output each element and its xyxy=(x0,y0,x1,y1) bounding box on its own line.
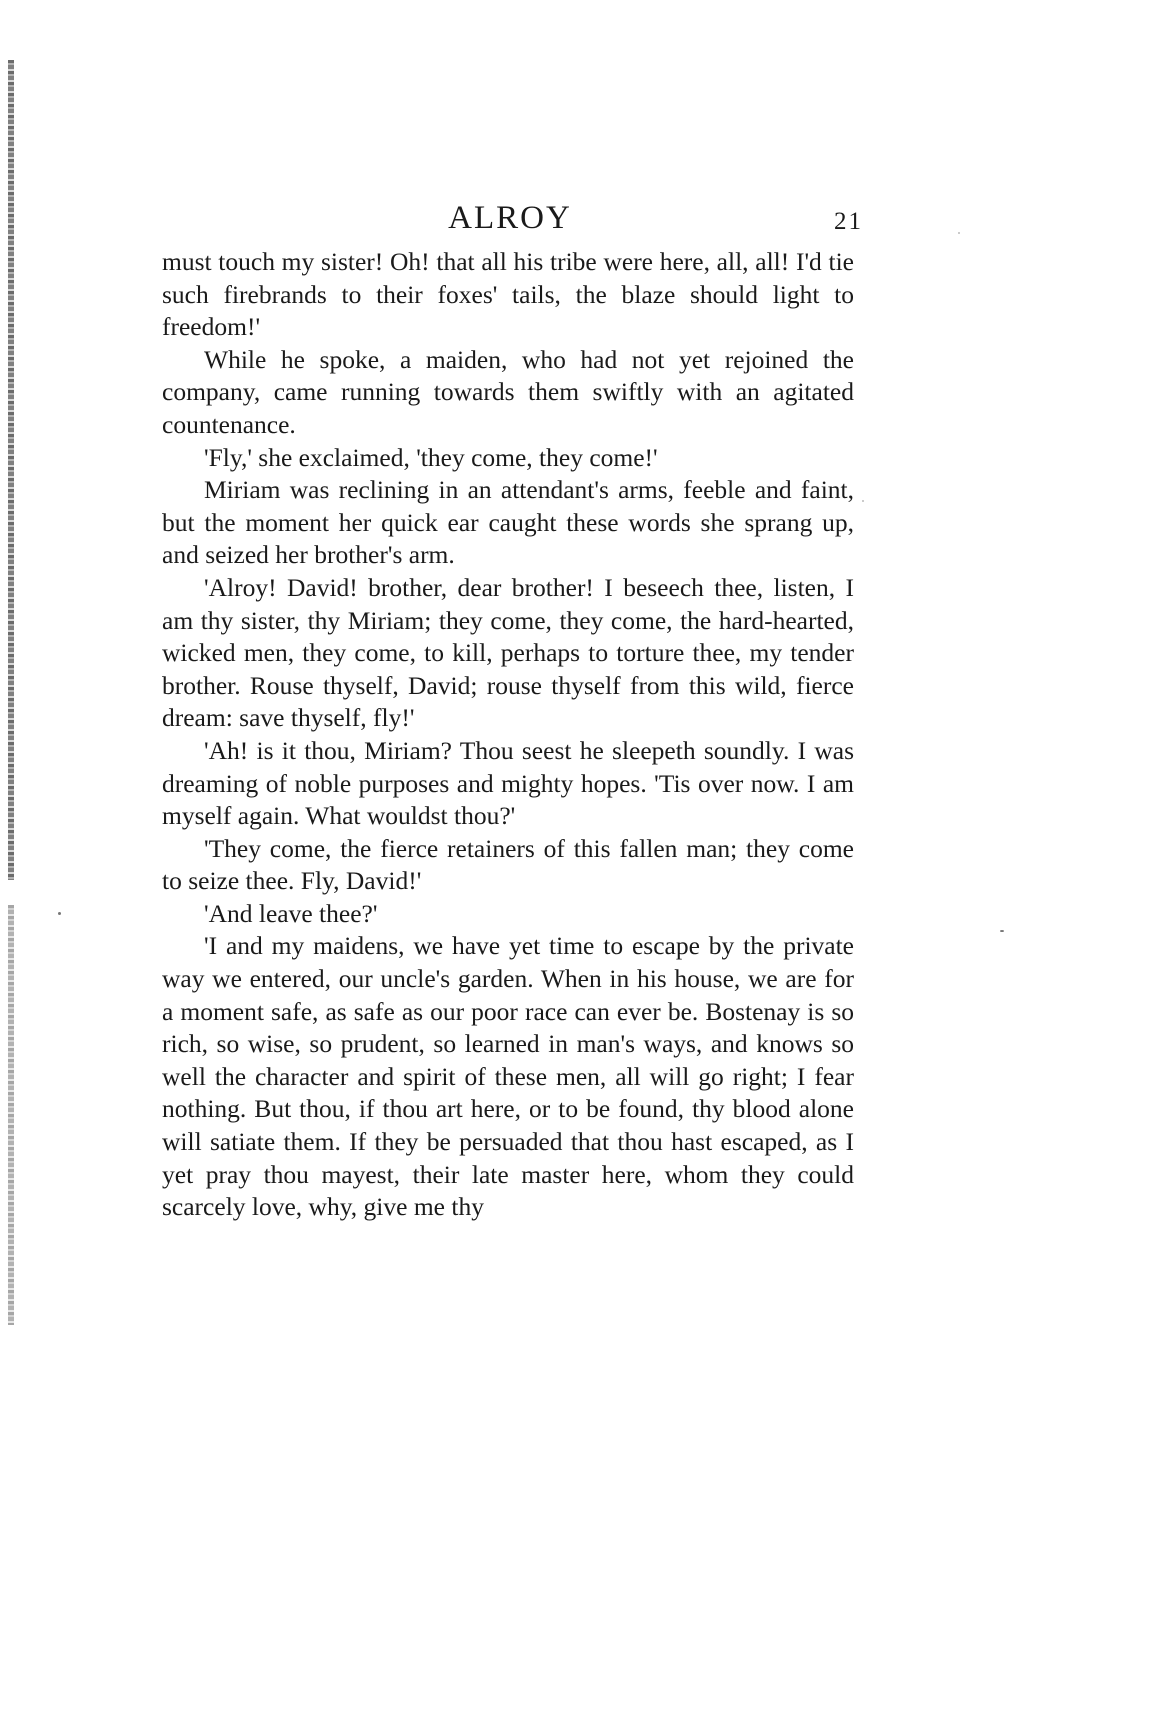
running-head xyxy=(160,200,863,240)
binding-edge-shadow-lower xyxy=(8,905,14,1325)
paragraph: 'Fly,' she exclaimed, 'they come, they come!' xyxy=(204,442,658,472)
paper-speck xyxy=(1000,930,1004,932)
paragraph: 'They come, the fierce retainers of this fallen man; they come to seize thee. Fly, David!' xyxy=(162,833,854,896)
paper-speck xyxy=(58,912,61,915)
body-text xyxy=(162,246,854,1224)
page-number: 21 xyxy=(834,208,863,235)
paragraph: 'Ah! is it thou, Miriam? Thou seest he sleepeth soundly. I was dreaming of noble purposes and mighty hopes. 'Tis over now. I am myself again. What wouldst thou?' xyxy=(162,735,854,831)
paragraph: 'I and my maidens, we have yet time to escape by the private way we entered, our uncle's garden. When in his house, we are for a moment safe, as safe as our poor race can ever be. Bostenay is so rich, so wise, so prudent, so learned in man's ways, and knows so well the character and spirit of these men, all will go right; I fear nothing. But thou, if thou art here, or to be found, thy blood alone will satiate them. If they be persuaded that thou hast escaped, as I yet pray thou mayest, their late master here, whom they could scarcely love, why, give me thy xyxy=(162,931,854,1222)
paper-speck xyxy=(958,232,960,234)
paragraph: 'And leave thee?' xyxy=(204,898,378,928)
paragraph: 'Alroy! David! brother, dear brother! I beseech thee, listen, I am thy sister, thy Miriam; they come, they come, the hard-hearted, wicked men, they come, to kill, perhaps to torture thee, my tender brother. Rouse thyself, David; rouse thyself from this wild, fierce dream: save thyself, fly!' xyxy=(162,572,854,733)
paper-speck xyxy=(862,500,864,502)
paragraph: must touch my sister! Oh! that all his tribe were here, all, all! I'd tie such firebrands to their foxes' tails, the blaze should light to freedom!' xyxy=(162,247,854,342)
paragraph: Miriam was reclining in an attendant's arms, feeble and faint, but the moment her quick ear caught these words she sprang up, and seized her brother's arm. xyxy=(162,475,854,570)
binding-edge-shadow xyxy=(8,60,14,880)
running-title: ALROY xyxy=(448,200,572,236)
paragraph: While he spoke, a maiden, who had not yet rejoined the company, came running towards them swiftly with an agitated countenance. xyxy=(162,344,854,439)
